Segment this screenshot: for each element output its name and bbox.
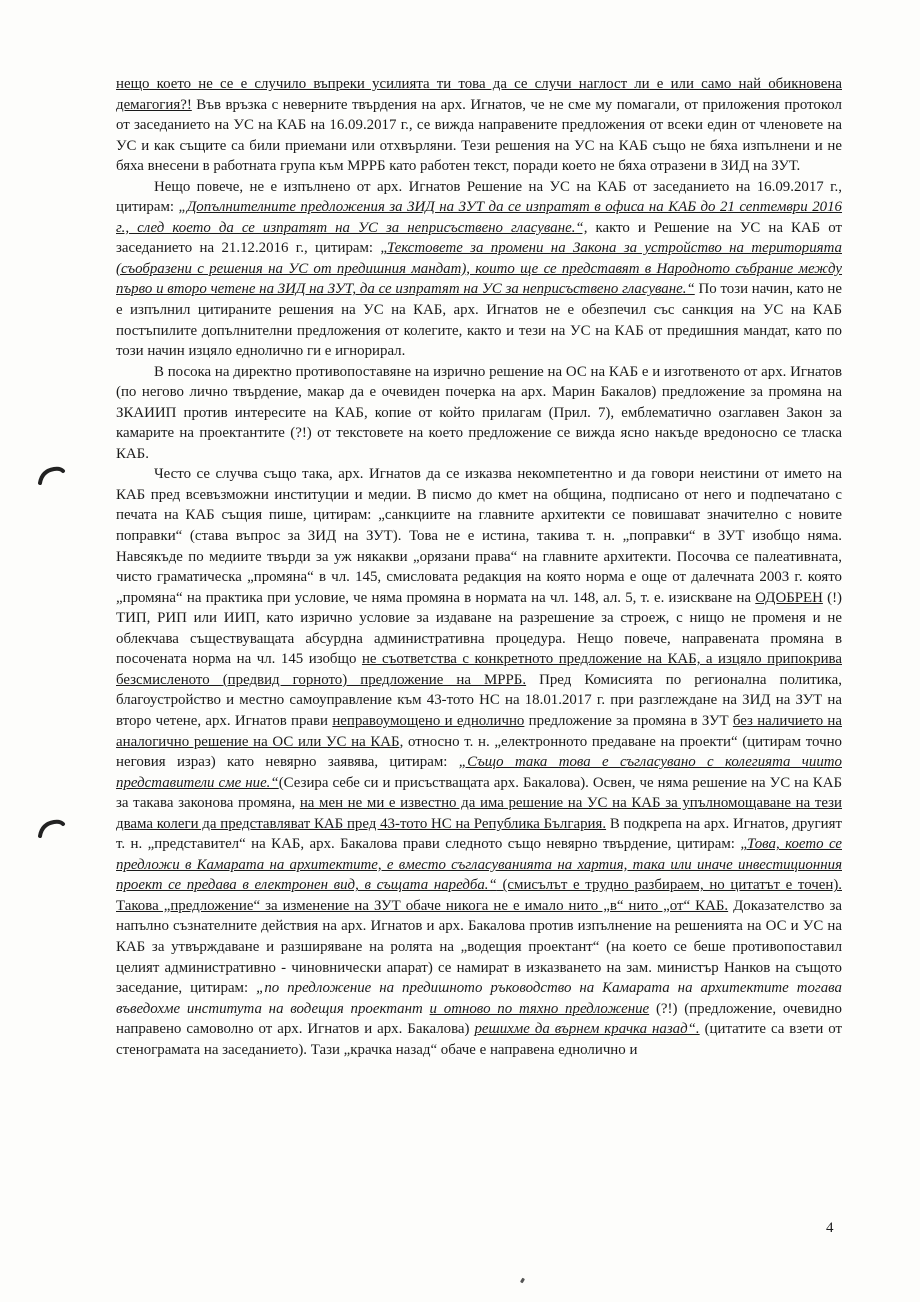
text-segment: Доказателство за напълно съзнателните действия на арх. Игнатов и арх. Бакалова против изпълнение на решенията на ОС и УС на КАБ за утвърждаване и разширяване на ролята на „водещия проектант“ (на което се беше противопоставил целият административно - чиновнически апарат) се намират в изказването на зам. министър Нанков на същото заседание, цитирам: [116, 897, 842, 997]
paragraph-4 [116, 464, 842, 1060]
text-segment: нещо което не се е случило въпреки усилията ти това да се случи наглост ли е или само най обикновена демагогия?! [116, 76, 842, 113]
text-segment: „по предложение на предишното ръководство на Камарата на архитектите тогава въведохме института на водещия проектант [116, 980, 842, 1017]
text-segment: решихме да върнем крачка назад“. [474, 1021, 700, 1038]
punch-hole-mark-top [36, 465, 66, 487]
text-segment: и отново по тяхно предложение [429, 1000, 650, 1017]
text-segment: без наличието на аналогично решение на ОС или УС на КАБ, [116, 712, 842, 750]
punch-hole-mark-bottom [36, 818, 66, 840]
text-segment: (цитатите са взети от стенограмата на заседанието). Тази „крачка назад“ обаче е направена еднолично и [116, 1021, 842, 1058]
text-segment: предложение за промяна в ЗУТ [524, 712, 733, 729]
text-segment: не съответства с конкретното предложение на КАБ, а изцяло припокрива безсмисленото (предвид горното) предложение на МРРБ. [116, 651, 842, 688]
text-segment: Нещо повече, не е изпълнено от арх. Игнатов Решение на УС на КАБ от заседанието на 16.09.2017 г., цитирам: [116, 178, 842, 216]
text-segment: Във връзка с неверните твърдения на арх. Игнатов, че не сме му помагали, от приложения протокол от заседанието на УС на КАБ на 16.09.2017 г., се вижда направените предложения от всеки един от членовете на УС и как същите са били приемани или отхвърляни. Тези решения на УС на КАБ също не бяха изпълнени и не бяха внесени в работната група към МРРБ като работен текст, поради което не бяха отразени в ЗИД на ЗУТ. [116, 96, 842, 175]
text-segment: относно т. н. „електронното предаване на проекти“ (цитирам точно неговия израз) като невярно заявява, цитирам: [116, 733, 842, 771]
text-segment: Пред Комисията по регионална политика, благоустройство и местно самоуправление към 43-тото НС на 18.01.2017 г. при разглеждане на ЗИД на ЗУТ на второ четене, арх. Игнатов прави [116, 671, 842, 729]
text-segment: на мен не ми е известно да има решение на УС на КАБ за упълномощаване на тези двама колеги да представляват КАБ пред 43-тото НС на Република България. [116, 795, 842, 832]
text-segment: Често се случва също така, арх. Игнатов да се изказва некомпетентно и да говори неистини от името на КАБ пред всевъзможни институции и медии. В писмо до кмет на община, подписано от него и подпечатано с печата на КАБ същия пише, цитирам: „санкциите на главните архитекти се повишават значително с новите поправки“ (става въпрос за ЗИД на ЗУТ). Това не е истина, такива т. н. „поправки“ в ЗУТ изобщо няма. Навсякъде по медиите твърди за уж някакви „орязани права“ на главните архитекти. Посочва се палеативната, чисто граматическа „промяна“ в чл. 145, смисловата редакция на която норма е още от далечната 2003 г. която „промяна“ на практика при условие, че няма промяна в нормата на чл. 148, ал. 5, т. е. изискване на [116, 466, 842, 606]
text-segment: По този начин, като не е изпълнил цитираните решения на УС на КАБ, арх. Игнатов не е обезпечил със санкция на УС на КАБ постъпилите допълнителни предложения от колегите, както и тези на УС на КАБ от предишния мандат, като по този начин изцяло еднолично ги е игнорирал. [116, 281, 842, 360]
page-number: 4 [826, 1220, 834, 1236]
paragraph-2 [116, 177, 842, 362]
paragraph-3 [116, 362, 842, 465]
text-segment: „Също така това е съгласувано с колегията чиито представители сме ние.“ [116, 754, 842, 791]
text-segment: „Това, което се предложи в Камарата на архитектите, е вместо съгласуванията на хартия, така или иначе инвестиционния проект се предава в електронен вид, в същата наредба.“ [116, 836, 842, 894]
text-segment: (смисълът е трудно разбираем, но цитатът е точен). Такова „предложение“ за изменение на ЗУТ обаче никога не е имало нито „в“ нито „от“ КАБ. [116, 877, 842, 914]
text-segment: В подкрепа на арх. Игнатов, другият т. н. „представител“ на КАБ, арх. Бакалова прави следното също невярно твърдение, цитирам: [116, 815, 842, 853]
paragraph-1 [116, 74, 842, 177]
text-segment: (!) ТИП, РИП или ИИП, като изрично условие за издаване на разрешение за строеж, с нищо не променя и не облекчава съществуващата абсурдна административна процедура. Нещо повече, направената промяна в посочената норма на чл. 145 изобщо [116, 589, 842, 668]
scan-speck [520, 1278, 525, 1284]
text-segment: (?!) (предложение, очевидно направено самоволно от арх. Игнатов и арх. Бакалова) [116, 1000, 842, 1038]
text-segment: неправоумощено и еднолично [332, 712, 525, 729]
text-segment: „Допълнителните предложения за ЗИД на ЗУТ да се изпратят в офиса на КАБ до 21 септември 2016 г., след което да се изпратят на УС за неприсъствено гласуване.“, [116, 199, 842, 236]
text-segment: както и Решение на УС на КАБ от заседанието на 21.12.2016 г., цитирам: [116, 219, 842, 257]
body-text [116, 74, 842, 1060]
text-segment: „Текстовете за промени на Закона за устройство на територията (съобразени с решения на УС от предишния мандат), които ще се представят в Народното събрание между първо и второ четене на ЗИД на ЗУТ, да се изпратят на УС за неприсъствено гласуване.“ [116, 240, 842, 298]
text-segment: (Сезира себе си и присъстващата арх. Бакалова). Освен, че няма решение на УС на КАБ за такава законова промяна, [116, 774, 842, 812]
text-segment: В посока на директно противопоставяне на изрично решение на ОС на КАБ е и изготвеното от арх. Игнатов (по негово лично твърдение, макар да е очевиден почерка на арх. Марин Бакалов) предложение за промяна на ЗКАИИП против интересите на КАБ, копие от който прилагам (Прил. 7), емблематично озаглавен Закон за камарите на проектантите (?!) от текстовете на което предложение се вижда ясно накъде вредоносно се тласка КАБ. [116, 363, 842, 462]
text-segment: ОДОБРЕН [755, 589, 823, 606]
